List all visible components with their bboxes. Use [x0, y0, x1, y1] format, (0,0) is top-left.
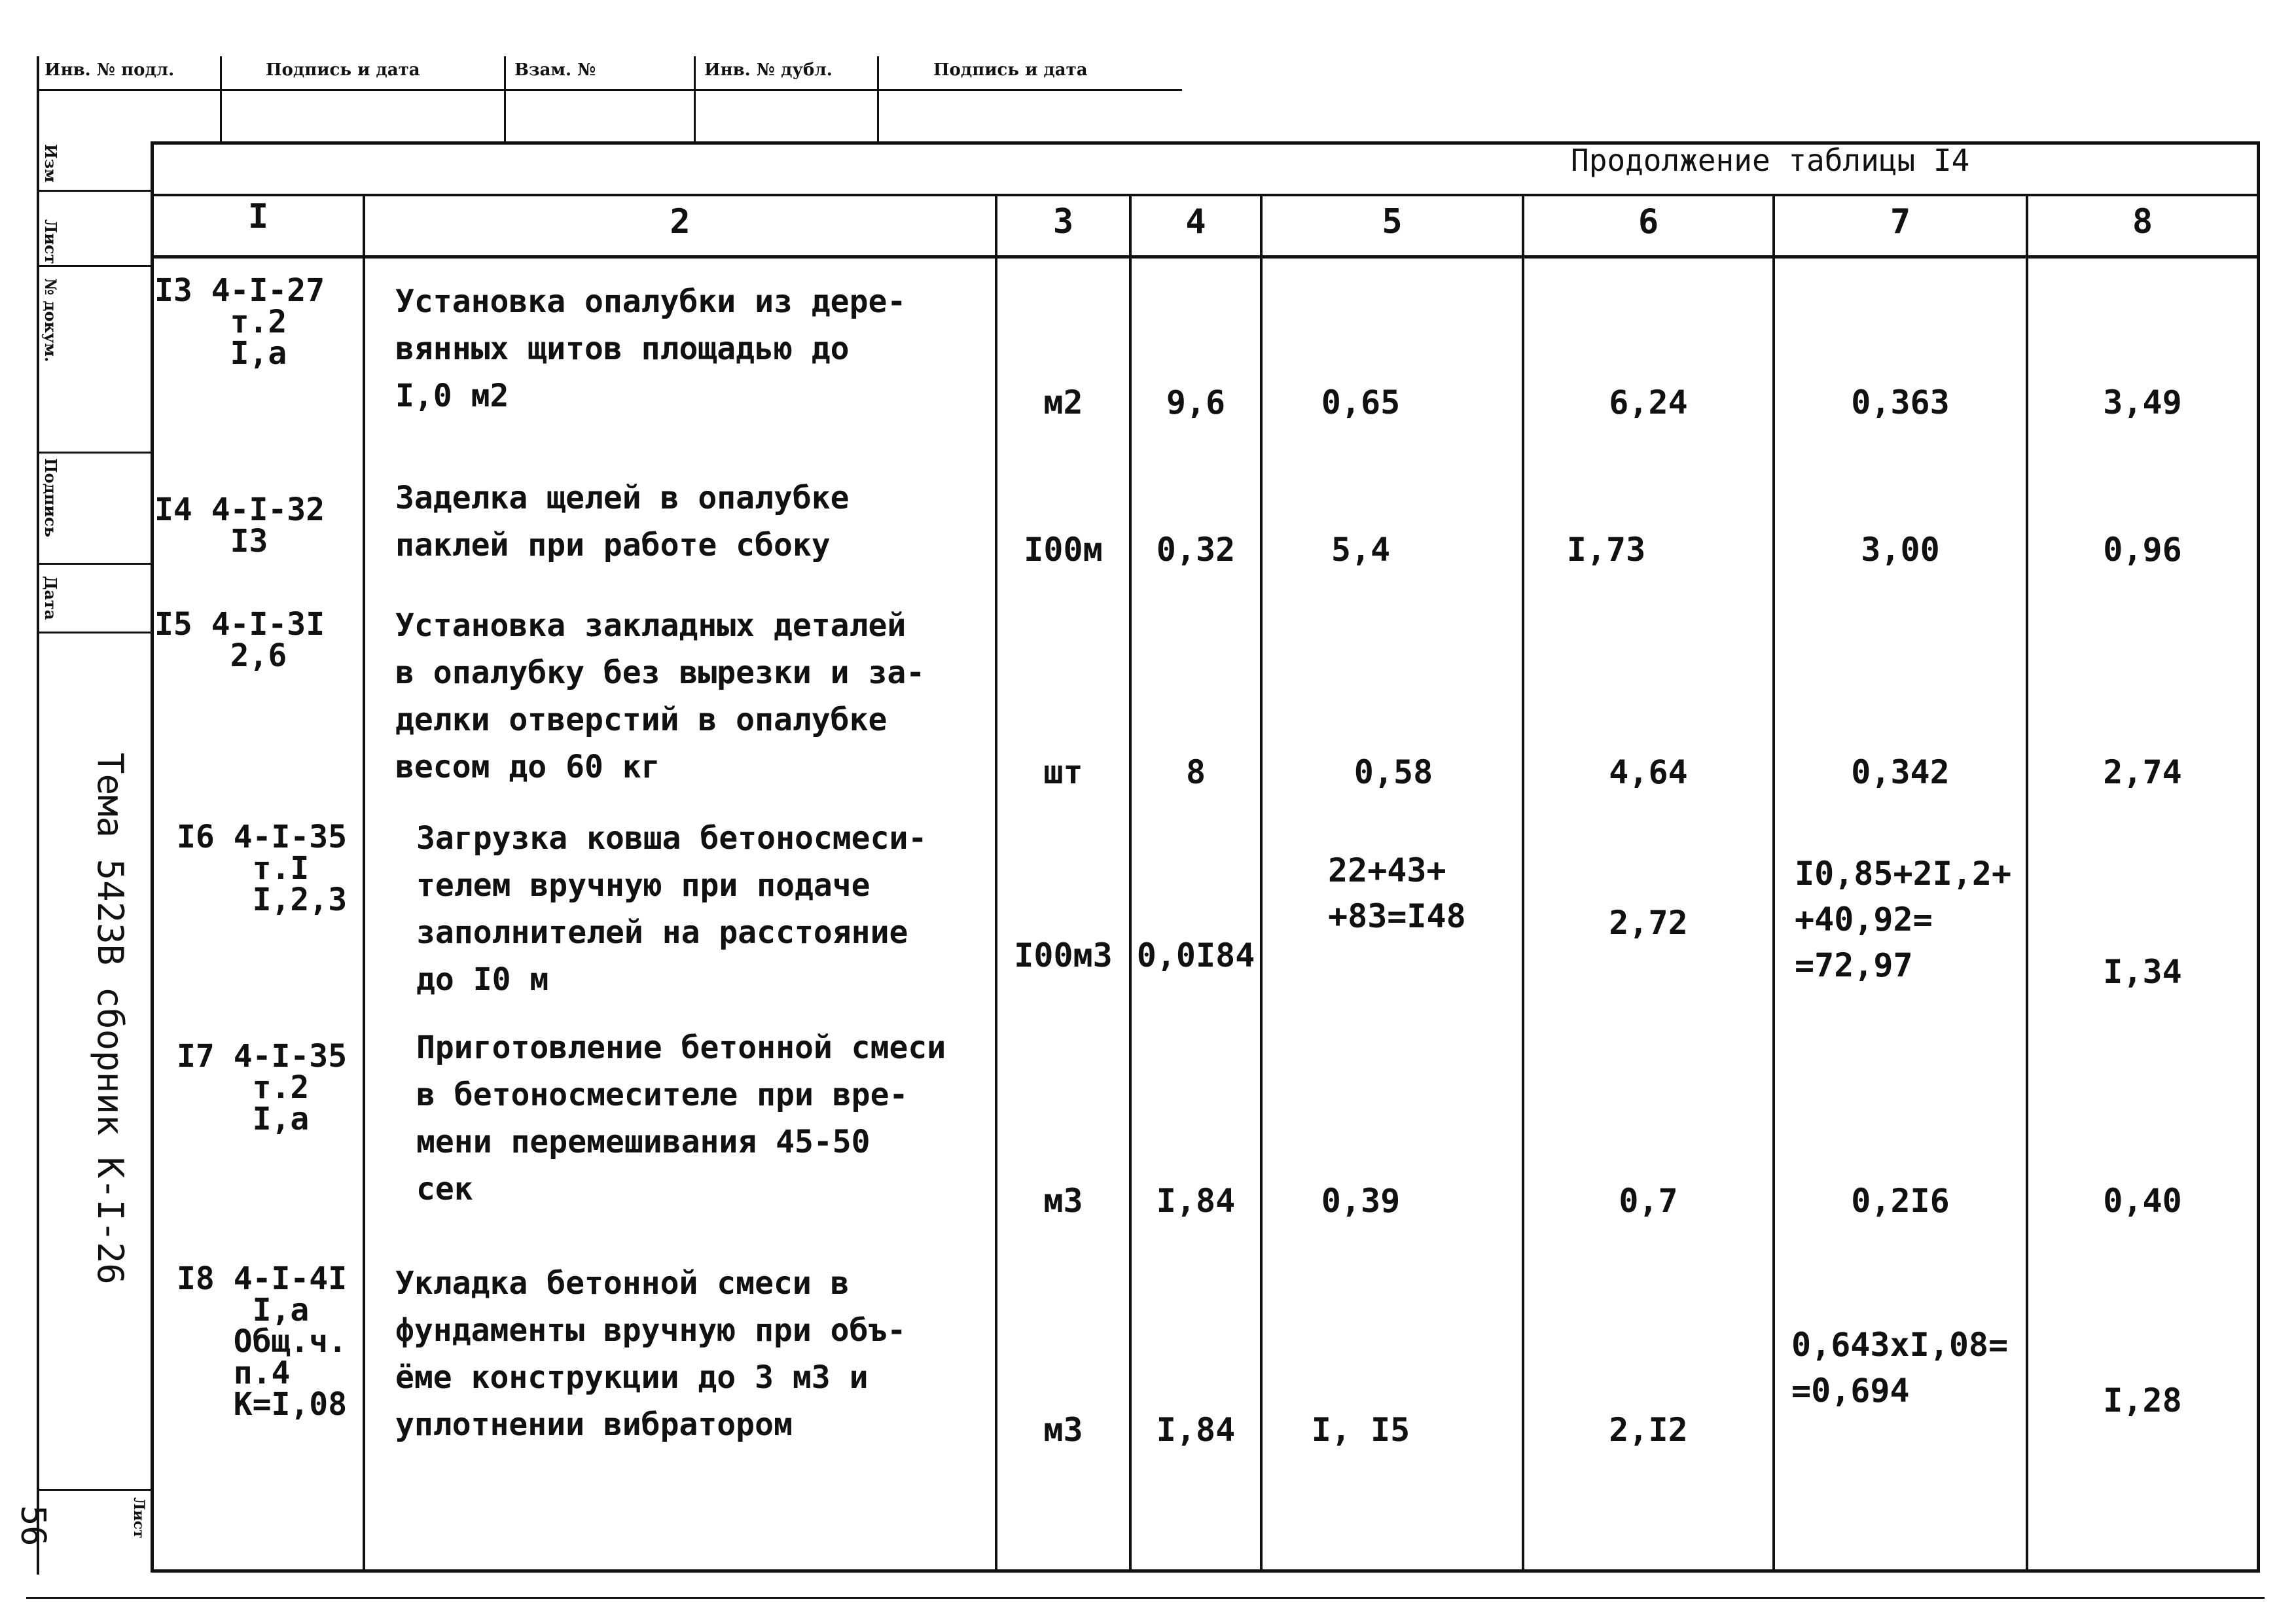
row-col6: 6,24 — [1609, 383, 1688, 421]
row-qty: I,84 — [1156, 1182, 1236, 1220]
row-col5: 0,58 — [1354, 753, 1433, 791]
list-label: Лист — [41, 219, 60, 264]
row-col6: 4,64 — [1609, 753, 1688, 791]
row-col8: I,28 — [2103, 1382, 2182, 1419]
row-col8: 2,74 — [2103, 753, 2182, 791]
row-col8: 3,49 — [2103, 383, 2182, 421]
row-code: I8 4-I-4I I,а Общ.ч. п.4 К=I,08 — [177, 1260, 348, 1423]
row-unit: I00м — [1024, 531, 1103, 569]
left-frame-line — [37, 56, 39, 1575]
col-header-2: 2 — [670, 202, 691, 241]
row-unit: I00м3 — [1014, 936, 1113, 974]
col-header-8: 8 — [2132, 202, 2153, 241]
row-code: I5 4-I-3I 2,6 — [154, 606, 325, 674]
row-unit: м3 — [1043, 1182, 1083, 1220]
row-description: Установка закладных деталей в опалубку без вырезки и за- делки отверстий в опалубке весом до 60 кг — [395, 607, 925, 785]
sidebar-divider — [39, 563, 151, 565]
page-bottom-line — [26, 1597, 2265, 1599]
vzam-label: Взам. № — [514, 60, 596, 80]
col-header-1: I — [247, 197, 269, 236]
n-dokum-label: № докум. — [41, 278, 60, 363]
title-stamp — [37, 42, 1182, 93]
row-col7: 0,2I6 — [1851, 1182, 1950, 1220]
sidebar-divider — [39, 190, 151, 192]
stamp-divider — [877, 56, 879, 141]
podpis-data-label-1: Подпись и дата — [266, 60, 420, 80]
data-label: Дата — [41, 576, 60, 620]
table-left-border — [151, 141, 154, 1573]
row-qty: 0,0I84 — [1136, 936, 1255, 974]
row-col6: 2,72 — [1609, 904, 1688, 942]
stamp-divider — [504, 56, 506, 141]
inv-dubl-label: Инв. № дубл. — [704, 60, 833, 80]
topic-text: Тема 5423B сборник К-I-26 — [90, 753, 131, 1285]
row-qty: I,84 — [1156, 1411, 1236, 1449]
row-col5: 5,4 — [1331, 531, 1391, 569]
col-header-7: 7 — [1890, 202, 1911, 241]
row-col8: 0,40 — [2103, 1182, 2182, 1220]
col-divider — [363, 195, 365, 1573]
stamp-divider — [220, 56, 222, 141]
podpis-data-label-2: Подпись и дата — [933, 60, 1088, 80]
row-col7: 0,363 — [1851, 383, 1950, 421]
stamp-divider — [694, 56, 696, 141]
row-code: I6 4-I-35 т.I I,2,3 — [177, 819, 348, 918]
sidebar-divider — [39, 632, 151, 633]
col-header-6: 6 — [1638, 202, 1659, 241]
sidebar-divider — [39, 452, 151, 454]
sheet-number: 56 — [13, 1505, 52, 1546]
row-unit: шт — [1043, 753, 1083, 791]
row-code: I7 4-I-35 т.2 I,а — [177, 1038, 348, 1137]
row-col7: 0,643хI,08= =0,694 — [1791, 1326, 2009, 1410]
row-col5: I, I5 — [1311, 1411, 1410, 1449]
sidebar-divider — [39, 265, 151, 267]
stamp-underline — [37, 89, 1182, 91]
row-code: I3 4-I-27 т.2 I,а — [154, 272, 325, 372]
row-description: Заделка щелей в опалубке паклей при работе сбоку — [395, 480, 850, 563]
row-col7: I0,85+2I,2+ +40,92= =72,97 — [1795, 855, 2012, 984]
row-col6: 0,7 — [1619, 1182, 1678, 1220]
row-col7: 3,00 — [1861, 531, 1940, 569]
row-description: Установка опалубки из дере- вянных щитов площадью до I,0 м2 — [395, 283, 906, 414]
sidebar-divider — [39, 1489, 151, 1491]
row-col8: 0,96 — [2103, 531, 2182, 569]
header-divider — [151, 255, 2259, 259]
row-col6: I,73 — [1566, 531, 1646, 569]
row-col8: I,34 — [2103, 953, 2182, 991]
col-header-3: 3 — [1052, 202, 1074, 241]
row-col5: 0,65 — [1321, 383, 1401, 421]
row-col7: 0,342 — [1851, 753, 1950, 791]
inv-podl-label: Инв. № подл. — [45, 60, 175, 80]
table-right-border — [2257, 141, 2260, 1573]
podpis-label: Подпись — [41, 458, 60, 537]
row-code: I4 4-I-32 I3 — [154, 491, 325, 560]
table-bottom-border — [151, 1569, 2259, 1573]
col-header-5: 5 — [1382, 202, 1403, 241]
table-caption: Продолжение таблицы I4 — [1571, 143, 1970, 178]
izm-label: Изм — [41, 144, 60, 183]
row-description: Загрузка ковша бетоносмеси- телем вручную при подаче заполнителей на расстояние до I0 м — [416, 820, 927, 998]
row-qty: 0,32 — [1156, 531, 1236, 569]
row-description: Укладка бетонной смеси в фундаменты вручную при объ- ёме конструкции до 3 м3 и уплотнении вибратором — [395, 1265, 906, 1443]
row-unit: м3 — [1043, 1411, 1083, 1449]
col-header-4: 4 — [1185, 202, 1206, 241]
row-col6: 2,I2 — [1609, 1411, 1688, 1449]
row-col5: 0,39 — [1321, 1182, 1401, 1220]
row-col5: 22+43+ +83=I48 — [1328, 851, 1466, 935]
row-description: Приготовление бетонной смеси в бетоносмесителе при вре- мени перемешивания 45-50 сек — [416, 1029, 946, 1207]
row-qty: 9,6 — [1166, 383, 1226, 421]
sheet-label: Лист — [130, 1497, 147, 1539]
row-qty: 8 — [1185, 753, 1206, 791]
row-unit: м2 — [1043, 383, 1083, 421]
